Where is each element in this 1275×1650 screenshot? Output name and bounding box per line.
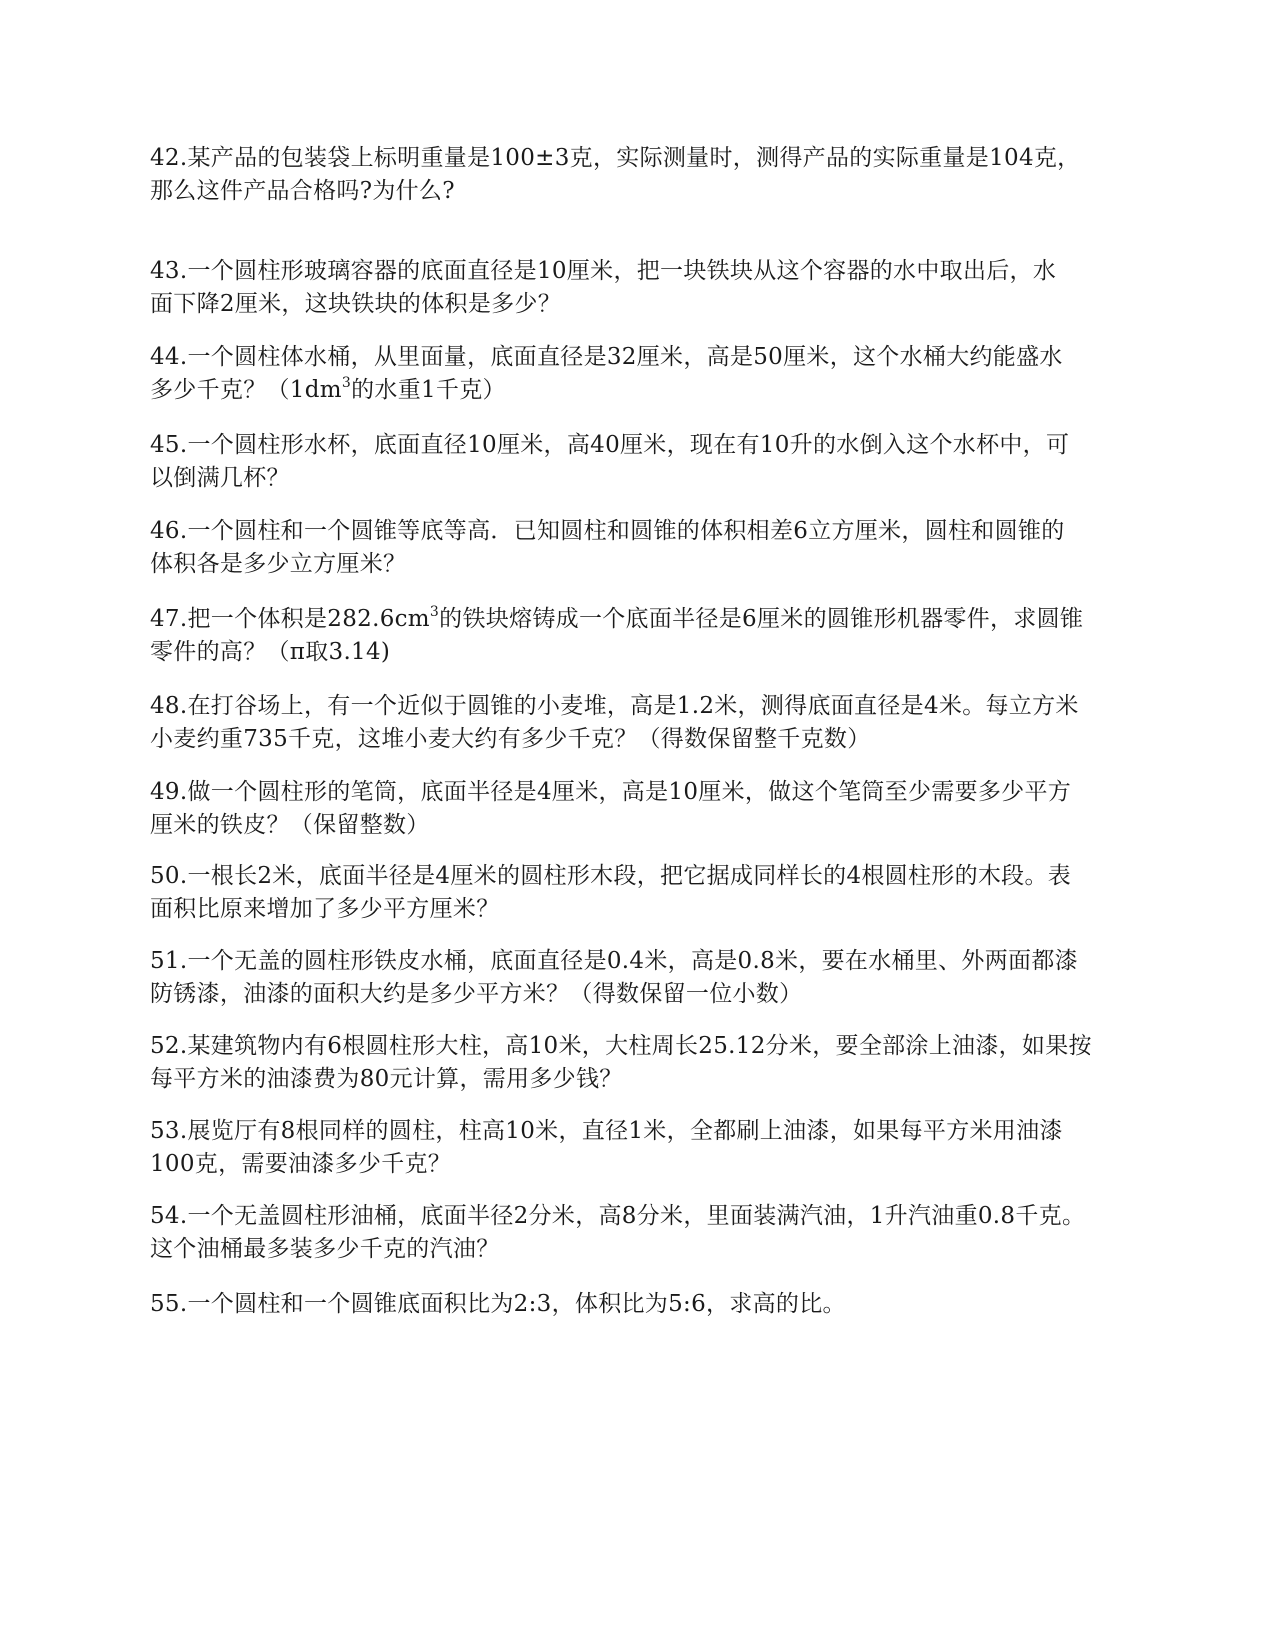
problem-47: [150, 603, 1130, 669]
problem-line: 100克，需要油漆多少千克？: [150, 1151, 452, 1177]
problem-line: [150, 603, 1130, 636]
problem-text: 的铁块熔铸成一个底面半径是6厘米的圆锥形机器零件，求圆锥: [439, 606, 1084, 632]
problem-52: [150, 1030, 1130, 1096]
problem-line: 厘米的铁皮？（保留整数）: [150, 812, 430, 838]
problem-line: 43.一个圆柱形玻璃容器的底面直径是10厘米，把一块铁块从这个容器的水中取出后，水: [150, 258, 1057, 284]
problem-42: [150, 142, 1130, 208]
problem-line: 46.一个圆柱和一个圆锥等底等高．已知圆柱和圆锥的体积相差6立方厘米，圆柱和圆锥的: [150, 518, 1065, 544]
problem-45: [150, 429, 1130, 495]
problem-text: 47.把一个体积是282.6cm: [150, 606, 430, 632]
problem-line: 以倒满几杯？: [150, 465, 290, 491]
problem-line: 45.一个圆柱形水杯，底面直径10厘米，高40厘米，现在有10升的水倒入这个水杯中，可: [150, 432, 1070, 458]
problem-line: 53.展览厅有8根同样的圆柱，柱高10米，直径1米，全都刷上油漆，如果每平方米用油漆: [150, 1118, 1063, 1144]
problem-text: 的水重1千克）: [351, 377, 506, 403]
problem-line: 这个油桶最多装多少千克的汽油？: [150, 1236, 500, 1262]
problem-44: [150, 341, 1130, 407]
problem-line: 44.一个圆柱体水桶，从里面量，底面直径是32厘米，高是50厘米，这个水桶大约能盛水: [150, 344, 1063, 370]
problem-46: [150, 515, 1130, 581]
problem-line: 51.一个无盖的圆柱形铁皮水桶，底面直径是0.4米，高是0.8米，要在水桶里、外两面都漆: [150, 948, 1078, 974]
problem-line: [150, 374, 1130, 407]
superscript: 3: [341, 375, 352, 391]
problem-line: 50.一根长2米，底面半径是4厘米的圆柱形木段，把它据成同样长的4根圆柱形的木段。表: [150, 863, 1072, 889]
problem-53: [150, 1115, 1130, 1181]
problem-line: 每平方米的油漆费为80元计算，需用多少钱？: [150, 1066, 623, 1092]
problem-line: 42.某产品的包装袋上标明重量是100±3克，实际测量时，测得产品的实际重量是104克，: [150, 145, 1081, 171]
problem-line: 面积比原来增加了多少平方厘米？: [150, 896, 500, 922]
superscript: 3: [429, 604, 440, 620]
problem-43: [150, 255, 1130, 321]
problem-51: [150, 945, 1130, 1011]
problem-line: 防锈漆，油漆的面积大约是多少平方米？（得数保留一位小数）: [150, 981, 803, 1007]
problem-line: 52.某建筑物内有6根圆柱形大柱，高10米，大柱周长25.12分米，要全部涂上油漆，如果按: [150, 1033, 1092, 1059]
problem-line: 面下降2厘米，这块铁块的体积是多少？: [150, 291, 562, 317]
problem-50: [150, 860, 1130, 926]
problem-49: [150, 776, 1130, 842]
problem-line: 体积各是多少立方厘米？: [150, 551, 407, 577]
problem-line: 那么这件产品合格吗?为什么?: [150, 178, 455, 204]
problem-54: [150, 1200, 1130, 1266]
problem-line: 55.一个圆柱和一个圆锥底面积比为2:3，体积比为5:6，求高的比。: [150, 1291, 846, 1317]
problem-55: [150, 1288, 1130, 1321]
problem-line: 49.做一个圆柱形的笔筒，底面半径是4厘米，高是10厘米，做这个笔筒至少需要多少平方: [150, 779, 1072, 805]
problem-line: 小麦约重735千克，这堆小麦大约有多少千克？（得数保留整千克数）: [150, 726, 871, 752]
problem-line: 零件的高？（π取3.14): [150, 639, 391, 665]
problem-line: 54.一个无盖圆柱形油桶，底面半径2分米，高8分米，里面装满汽油，1升汽油重0.8千克。: [150, 1203, 1086, 1229]
problem-line: 48.在打谷场上，有一个近似于圆锥的小麦堆，高是1.2米，测得底面直径是4米。每立方米: [150, 693, 1079, 719]
problem-48: [150, 690, 1130, 756]
problem-text: 多少千克？（1dm: [150, 377, 342, 403]
